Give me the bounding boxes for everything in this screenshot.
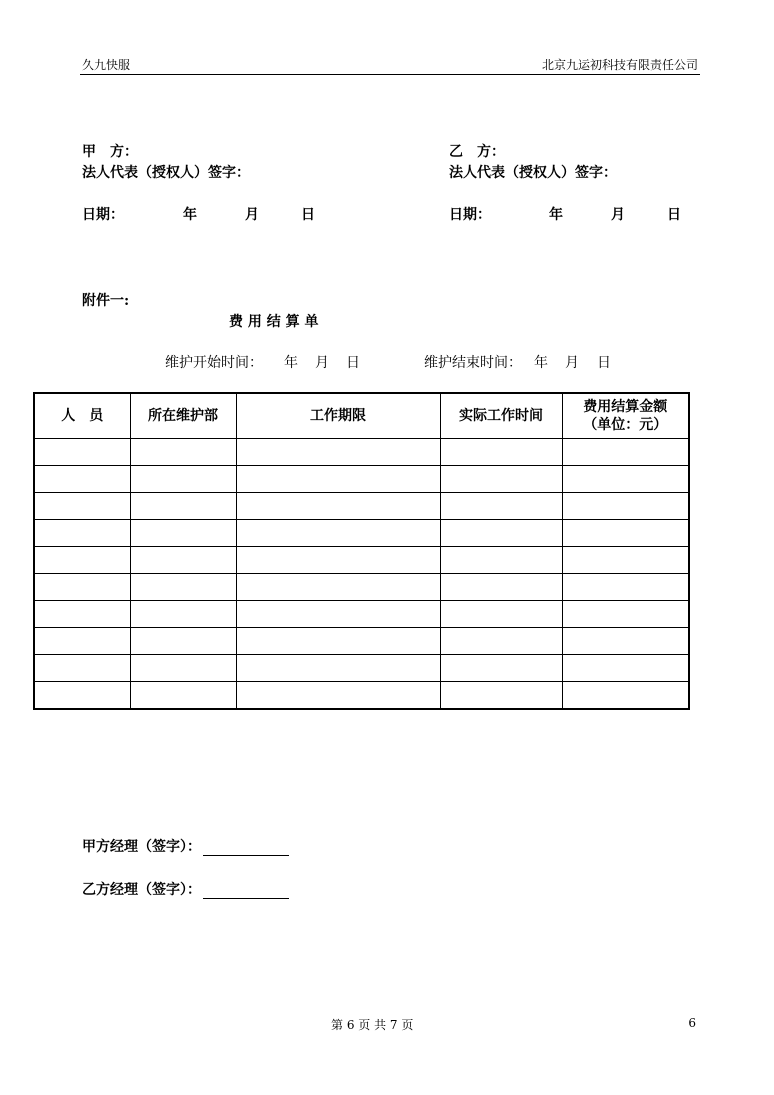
table-cell [34,466,130,493]
table-cell [236,493,440,520]
table-cell [562,520,689,547]
table-cell [236,547,440,574]
end-month: 月 [565,355,579,371]
table-cell [34,574,130,601]
end-day: 日 [597,355,611,371]
table-cell [130,547,236,574]
party-a-date-label: 日期： [82,207,124,223]
settlement-amount-label: 费用结算金额 [583,399,668,415]
party-a-manager-signature [82,836,289,856]
table-row [34,601,689,628]
header-right: 北京九运初科技有限责任公司 [541,58,698,72]
table-cell [236,655,440,682]
table-cell [130,439,236,466]
table-cell [34,628,130,655]
settlement-title: 费 用 结 算 单 [229,314,319,330]
table-cell [236,466,440,493]
table-cell [34,547,130,574]
table-cell [130,601,236,628]
table-cell [130,574,236,601]
table-cell [236,520,440,547]
table-header-row [34,393,689,439]
table-cell [562,655,689,682]
column-header-actual-work-time: 实际工作时间 [440,393,562,439]
table-cell [34,520,130,547]
table-cell [440,520,562,547]
party-b-date-label: 日期： [449,207,491,223]
table-cell [562,493,689,520]
table-cell [562,574,689,601]
table-cell [562,547,689,574]
party-b-label: 乙 方： [449,144,505,160]
table-cell [562,466,689,493]
table-cell [440,601,562,628]
table-cell [562,682,689,710]
table-cell [130,655,236,682]
table-cell [440,493,562,520]
table-cell [130,520,236,547]
table-cell [440,547,562,574]
table-row [34,655,689,682]
table-cell [34,493,130,520]
party-b-day: 日 [667,207,681,223]
attachment-label: 附件一: [82,293,130,309]
table-cell [440,628,562,655]
party-a-day: 日 [301,207,315,223]
column-header-work-period: 工作期限 [236,393,440,439]
table-cell [440,655,562,682]
maintenance-start-label: 维护开始时间： [165,355,263,371]
party-a-sign-label: 法人代表（授权人）签字： [82,165,250,181]
column-header-department: 所在维护部 [130,393,236,439]
header-left: 久九快服 [82,58,131,72]
table-cell [236,628,440,655]
table-row [34,520,689,547]
table-row [34,574,689,601]
table-cell [236,574,440,601]
table-cell [130,628,236,655]
table-cell [562,628,689,655]
column-header-settlement-amount [562,393,689,439]
footer-page-number: 6 [688,1016,696,1030]
table-row [34,547,689,574]
table-cell [440,439,562,466]
party-b-month: 月 [611,207,625,223]
table-row [34,493,689,520]
settlement-amount-unit: （单位：元） [583,417,668,433]
start-month: 月 [315,355,329,371]
table-cell [440,574,562,601]
party-a-month: 月 [245,207,259,223]
party-a-year: 年 [183,207,197,223]
party-b-manager-label: 乙方经理（签字）： [82,882,201,898]
start-day: 日 [346,355,360,371]
party-b-sign-label: 法人代表（授权人）签字： [449,165,617,181]
fee-settlement-table [33,392,690,710]
table-cell [440,466,562,493]
table-cell [34,439,130,466]
party-b-manager-signature [82,879,289,899]
table-cell [236,439,440,466]
table-cell [130,493,236,520]
table-cell [440,682,562,710]
party-b-year: 年 [549,207,563,223]
table-cell [34,682,130,710]
end-year: 年 [534,355,548,371]
table-cell [562,601,689,628]
table-cell [34,655,130,682]
table-cell [562,439,689,466]
table-cell [130,682,236,710]
table-row [34,628,689,655]
table-cell [130,466,236,493]
party-a-label: 甲 方： [82,144,138,160]
table-row [34,439,689,466]
party-a-manager-label: 甲方经理（签字）： [82,839,201,855]
party-b-manager-signature-line [203,884,289,899]
table-cell [236,601,440,628]
table-cell [236,682,440,710]
table-row [34,682,689,710]
table-row [34,466,689,493]
column-header-personnel: 人 员 [34,393,130,439]
footer-page-info: 第 6 页 共 7 页 [331,1018,414,1032]
start-year: 年 [284,355,298,371]
maintenance-end-label: 维护结束时间： [424,355,522,371]
party-a-manager-signature-line [203,841,289,856]
table-cell [34,601,130,628]
header-rule [80,74,700,75]
